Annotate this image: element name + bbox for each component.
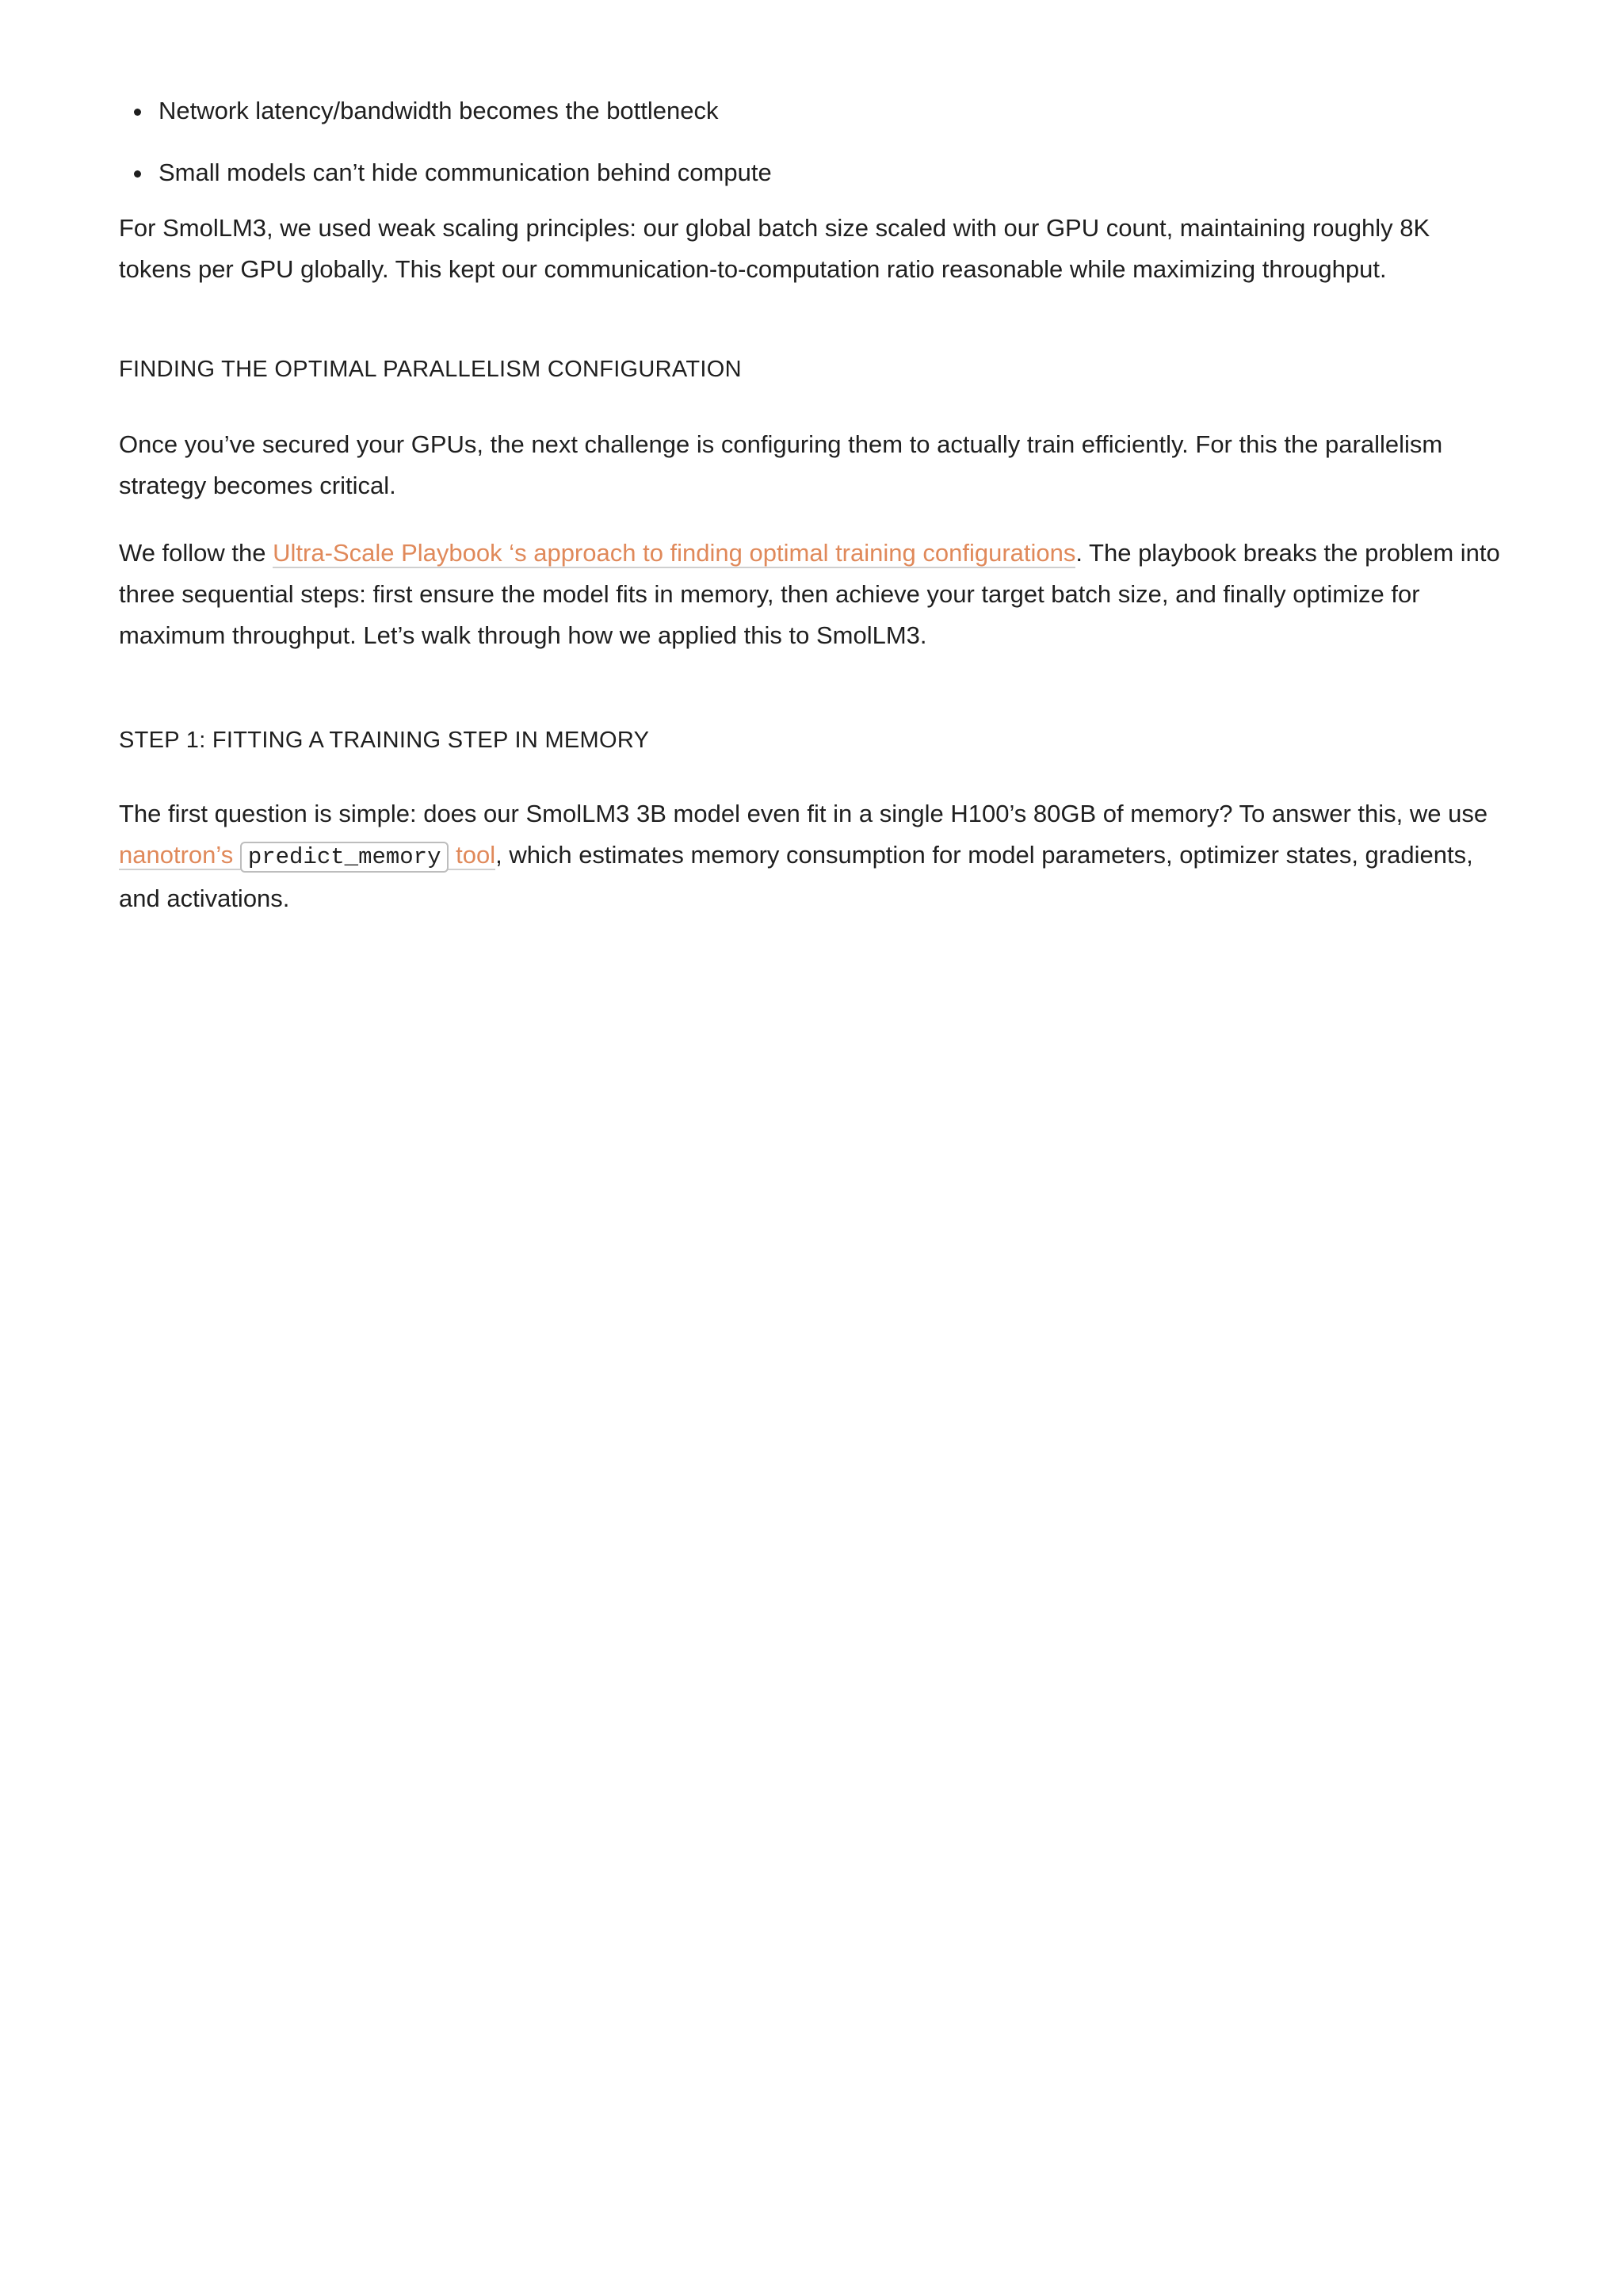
bullet-item: Small models can’t hide communication behind compute bbox=[158, 152, 1504, 193]
ultra-scale-playbook-link[interactable]: Ultra-Scale Playbook ‘s approach to finding optimal training configurations bbox=[273, 539, 1076, 567]
paragraph-text: We follow the bbox=[119, 539, 273, 567]
section-heading-parallelism: FINDING THE OPTIMAL PARALLELISM CONFIGURATION bbox=[119, 357, 742, 382]
playbook-paragraph bbox=[119, 533, 1504, 656]
paragraph-text: , which estimates memory consumption for model parameters, optimizer states, gradients, and activations. bbox=[119, 841, 1473, 912]
article-body bbox=[119, 0, 1504, 919]
weak-scaling-paragraph: For SmolLM3, we used weak scaling principles: our global batch size scaled with our GPU count, maintaining roughly 8K tokens per GPU globally. This kept our communication-to-computation ratio reasonable while maximizing throughput. bbox=[119, 214, 1430, 283]
section-heading-step1: STEP 1: FITTING A TRAINING STEP IN MEMORY bbox=[119, 728, 650, 753]
link-text: nanotron’s bbox=[119, 841, 234, 869]
paragraph-text: . The playbook breaks the problem into three sequential steps: first ensure the model fits in memory, then achieve your target batch size, and finally optimize for maximum throughput. Let’s walk through how we applied this to SmolLM3. bbox=[119, 539, 1500, 649]
link-text: tool bbox=[456, 841, 496, 869]
inline-code: predict_memory bbox=[240, 842, 449, 873]
step1-paragraph bbox=[119, 793, 1504, 919]
bullet-list bbox=[119, 90, 1504, 193]
paragraph-text: The first question is simple: does our SmolLM3 3B model even fit in a single H100’s 80GB of memory? To answer this, we use bbox=[119, 800, 1488, 827]
nanotron-predict-memory-link[interactable] bbox=[119, 841, 495, 870]
bullet-item: Network latency/bandwidth becomes the bottleneck bbox=[158, 90, 1504, 132]
parallelism-intro-paragraph: Once you’ve secured your GPUs, the next challenge is configuring them to actually train efficiently. For this the parallelism strategy becomes critical. bbox=[119, 430, 1443, 499]
